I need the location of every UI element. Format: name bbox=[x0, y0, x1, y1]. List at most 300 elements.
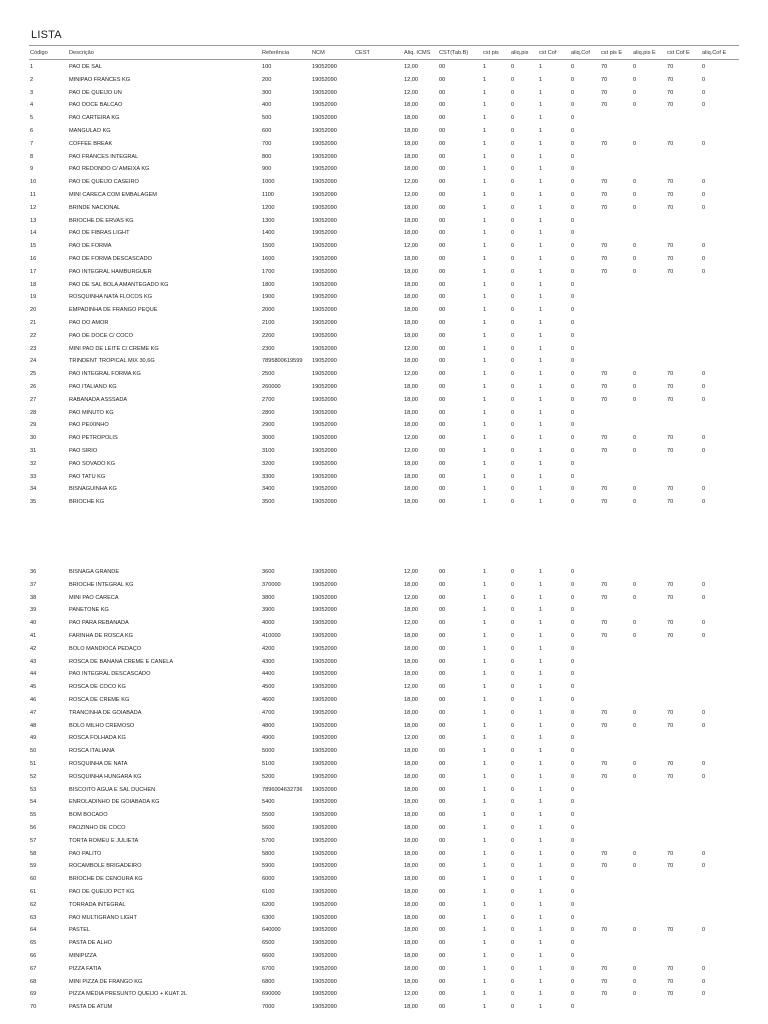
table-row bbox=[0, 62, 768, 72]
table-cell: 0 bbox=[633, 773, 637, 780]
table-cell: BRIOCHE KG bbox=[69, 499, 105, 506]
table-cell: 0 bbox=[571, 281, 575, 288]
table-cell: 00 bbox=[439, 192, 446, 198]
table-cell: 0 bbox=[702, 448, 706, 454]
table-cell: 19052090 bbox=[312, 243, 337, 250]
table-row bbox=[0, 100, 768, 110]
table-cell: 19052090 bbox=[312, 422, 337, 429]
table-row bbox=[0, 190, 768, 200]
table-cell: 1 bbox=[483, 307, 487, 314]
table-cell: 0 bbox=[702, 594, 706, 601]
table-cell: 0 bbox=[702, 927, 706, 934]
table-cell: 00 bbox=[439, 499, 446, 506]
table-cell: 1 bbox=[483, 345, 487, 352]
table-cell: 18,00 bbox=[404, 722, 418, 729]
table-cell: 70 bbox=[601, 396, 608, 403]
table-row bbox=[0, 241, 768, 251]
table-cell: 5200 bbox=[262, 773, 275, 780]
table-cell: 0 bbox=[571, 140, 575, 147]
table-cell: 64 bbox=[30, 927, 37, 934]
table-cell: ROSQUINHA NATA FLOCOS KG bbox=[69, 294, 153, 301]
table-cell: 1 bbox=[539, 153, 543, 160]
table-cell: 19052090 bbox=[312, 825, 337, 831]
table-cell: 7000 bbox=[262, 1004, 275, 1011]
table-cell: 1 bbox=[483, 978, 487, 985]
table-cell: 0 bbox=[511, 991, 515, 998]
table-row bbox=[0, 733, 768, 743]
table-cell: 63 bbox=[30, 914, 37, 921]
table-cell: 22 bbox=[30, 332, 37, 339]
table-cell: 5100 bbox=[262, 761, 275, 767]
table-cell: 1 bbox=[483, 901, 487, 908]
table-cell: TORRADA INTEGRAL bbox=[69, 901, 126, 908]
table-cell: 0 bbox=[633, 192, 637, 198]
table-cell: 1 bbox=[483, 569, 487, 575]
table-cell: 0 bbox=[702, 64, 706, 70]
table-cell: 0 bbox=[511, 799, 515, 806]
table-row bbox=[0, 772, 768, 782]
table-cell: 700 bbox=[262, 140, 272, 147]
table-cell: 70 bbox=[667, 140, 674, 147]
table-cell: 1 bbox=[483, 914, 487, 921]
table-cell: 19052090 bbox=[312, 179, 337, 186]
table-cell: 0 bbox=[571, 192, 575, 198]
table-cell: 70 bbox=[667, 499, 674, 506]
table-cell: 0 bbox=[571, 268, 575, 275]
table-cell: 1 bbox=[539, 166, 543, 173]
table-cell: 0 bbox=[511, 735, 515, 742]
table-cell: 1 bbox=[483, 153, 487, 160]
table-cell: 18,00 bbox=[404, 204, 418, 211]
table-cell: 18,00 bbox=[404, 748, 418, 755]
table-cell: 19052090 bbox=[312, 320, 337, 326]
table-cell: 28 bbox=[30, 409, 37, 416]
table-cell: 67 bbox=[30, 965, 37, 972]
table-cell: 29 bbox=[30, 422, 37, 429]
table-cell: PIZZA FATIA bbox=[69, 965, 102, 972]
table-cell: 0 bbox=[633, 384, 637, 390]
table-cell: 4800 bbox=[262, 722, 275, 729]
table-cell: 12,00 bbox=[404, 448, 418, 454]
table-cell: 100 bbox=[262, 64, 272, 70]
table-cell: 19052090 bbox=[312, 889, 337, 895]
table-cell: 70 bbox=[667, 102, 674, 109]
column-header: aliq.Cof E bbox=[702, 50, 727, 56]
table-cell: 1 bbox=[539, 435, 543, 442]
table-cell: 0 bbox=[571, 76, 575, 83]
table-cell: 370000 bbox=[262, 581, 281, 588]
table-cell: 00 bbox=[439, 166, 446, 173]
table-cell: 19052090 bbox=[312, 409, 337, 416]
table-cell: 19052090 bbox=[312, 709, 337, 716]
table-cell: 18,00 bbox=[404, 422, 418, 429]
table-cell: 1 bbox=[483, 409, 487, 416]
table-cell: 0 bbox=[571, 486, 575, 493]
table-cell: 0 bbox=[571, 1004, 575, 1011]
table-cell: TORTA ROMEU E JULIETA bbox=[69, 837, 139, 844]
column-header: cst pis E bbox=[601, 50, 623, 56]
table-cell: 1 bbox=[483, 620, 487, 627]
table-cell: 0 bbox=[702, 581, 706, 588]
table-cell: 70 bbox=[601, 965, 608, 972]
table-cell: 18,00 bbox=[404, 128, 418, 134]
column-header: NCM bbox=[312, 50, 325, 56]
table-cell: 5700 bbox=[262, 837, 275, 844]
table-cell: 37 bbox=[30, 581, 37, 588]
table-cell: 0 bbox=[633, 709, 637, 716]
table-cell: 1 bbox=[539, 876, 543, 883]
table-cell: 18,00 bbox=[404, 473, 418, 480]
page-title: LISTA bbox=[31, 29, 62, 41]
table-cell: 4000 bbox=[262, 620, 275, 627]
table-row bbox=[0, 88, 768, 98]
table-cell: 0 bbox=[511, 486, 515, 493]
table-cell: 1 bbox=[483, 102, 487, 109]
table-cell: 00 bbox=[439, 633, 446, 639]
table-row bbox=[0, 318, 768, 328]
table-cell: 19052090 bbox=[312, 192, 337, 198]
table-cell: 00 bbox=[439, 371, 446, 378]
table-cell: ROSQUINHA HUNGARA KG bbox=[69, 773, 142, 780]
table-cell: 19052090 bbox=[312, 140, 337, 147]
table-cell: 18,00 bbox=[404, 863, 418, 870]
table-cell: 0 bbox=[571, 633, 575, 639]
table-cell: 1 bbox=[483, 965, 487, 972]
table-cell: 1 bbox=[539, 581, 543, 588]
table-cell: PAO DE QUEIJO CASEIRO bbox=[69, 179, 139, 186]
table-cell: 0 bbox=[571, 645, 575, 652]
table-cell: 70 bbox=[667, 64, 674, 70]
table-row bbox=[0, 900, 768, 910]
table-cell: 1 bbox=[483, 697, 487, 703]
table-cell: 1 bbox=[539, 607, 543, 614]
table-cell: 0 bbox=[571, 384, 575, 390]
table-header bbox=[0, 48, 768, 58]
table-cell: 1 bbox=[539, 448, 543, 454]
table-cell: 12,00 bbox=[404, 569, 418, 575]
table-cell: 1 bbox=[539, 345, 543, 352]
table-cell: 1 bbox=[483, 499, 487, 506]
table-cell: 12,00 bbox=[404, 594, 418, 601]
table-cell: ROSCA DE COCO KG bbox=[69, 684, 126, 691]
table-cell: 0 bbox=[633, 64, 637, 70]
table-cell: 0 bbox=[571, 166, 575, 173]
table-cell: 24 bbox=[30, 358, 37, 365]
table-cell: 68 bbox=[30, 978, 37, 985]
table-cell: 62 bbox=[30, 901, 37, 908]
table-cell: 0 bbox=[511, 940, 515, 947]
table-cell: 0 bbox=[633, 268, 637, 275]
table-cell: 9 bbox=[30, 166, 34, 173]
table-cell: 18,00 bbox=[404, 812, 418, 819]
table-cell: 23 bbox=[30, 345, 37, 352]
table-cell: 70 bbox=[667, 268, 674, 275]
table-cell: 1 bbox=[483, 128, 487, 134]
table-cell: 1 bbox=[483, 448, 487, 454]
table-cell: 0 bbox=[571, 786, 575, 793]
table-cell: 00 bbox=[439, 64, 446, 70]
table-row bbox=[0, 446, 768, 456]
table-row bbox=[0, 75, 768, 85]
table-row bbox=[0, 810, 768, 820]
table-cell: 70 bbox=[667, 89, 674, 96]
table-cell: 59 bbox=[30, 863, 37, 870]
table-cell: 4700 bbox=[262, 709, 275, 716]
table-cell: 70 bbox=[667, 435, 674, 442]
table-cell: 0 bbox=[571, 448, 575, 454]
table-cell: 0 bbox=[511, 684, 515, 691]
table-cell: 00 bbox=[439, 217, 446, 224]
table-cell: 00 bbox=[439, 140, 446, 147]
table-cell: 18,00 bbox=[404, 294, 418, 301]
table-cell: 0 bbox=[571, 128, 575, 134]
table-row bbox=[0, 593, 768, 603]
table-row bbox=[0, 497, 768, 507]
table-row bbox=[0, 484, 768, 494]
table-cell: 0 bbox=[511, 876, 515, 883]
table-cell: 0 bbox=[571, 901, 575, 908]
table-cell: 00 bbox=[439, 345, 446, 352]
table-cell: 1 bbox=[539, 89, 543, 96]
table-cell: 0 bbox=[511, 850, 515, 857]
table-cell: 70 bbox=[667, 256, 674, 262]
table-cell: 0 bbox=[511, 978, 515, 985]
table-cell: MINI PIZZA DE FRANGO KG bbox=[69, 978, 143, 985]
table-cell: 1 bbox=[483, 230, 487, 237]
table-cell: 19052090 bbox=[312, 89, 337, 96]
table-cell: 19052090 bbox=[312, 307, 337, 314]
table-cell: 0 bbox=[571, 243, 575, 250]
table-cell: 18,00 bbox=[404, 761, 418, 767]
table-cell: 1 bbox=[539, 914, 543, 921]
table-cell: 00 bbox=[439, 268, 446, 275]
table-row bbox=[0, 408, 768, 418]
table-cell: 19052090 bbox=[312, 448, 337, 454]
table-cell: 00 bbox=[439, 332, 446, 339]
table-cell: 0 bbox=[511, 761, 515, 767]
table-cell: 00 bbox=[439, 607, 446, 614]
table-cell: 19052090 bbox=[312, 460, 337, 467]
table-cell: 19052090 bbox=[312, 1004, 337, 1011]
table-cell: 0 bbox=[571, 460, 575, 467]
table-cell: 1 bbox=[483, 435, 487, 442]
table-cell: 00 bbox=[439, 684, 446, 691]
table-cell: 19052090 bbox=[312, 658, 337, 665]
table-cell: 0 bbox=[511, 307, 515, 314]
table-cell: 3000 bbox=[262, 435, 275, 442]
table-cell: 2900 bbox=[262, 422, 275, 429]
table-cell: 3600 bbox=[262, 569, 275, 575]
table-cell: 45 bbox=[30, 684, 37, 691]
table-cell: 70 bbox=[601, 204, 608, 211]
table-cell: 2500 bbox=[262, 371, 275, 378]
table-cell: 00 bbox=[439, 735, 446, 742]
table-cell: 0 bbox=[702, 268, 706, 275]
table-cell: 19052090 bbox=[312, 76, 337, 83]
table-cell: 19052090 bbox=[312, 473, 337, 480]
table-cell: 00 bbox=[439, 204, 446, 211]
table-cell: 18,00 bbox=[404, 256, 418, 262]
table-cell: 19052090 bbox=[312, 684, 337, 691]
table-cell: 70 bbox=[601, 192, 608, 198]
table-cell: 1 bbox=[539, 594, 543, 601]
table-cell: 0 bbox=[571, 684, 575, 691]
table-cell: 70 bbox=[667, 204, 674, 211]
table-cell: 0 bbox=[511, 645, 515, 652]
table-cell: 18,00 bbox=[404, 633, 418, 639]
table-cell: 00 bbox=[439, 307, 446, 314]
table-cell: 00 bbox=[439, 153, 446, 160]
table-cell: 19052090 bbox=[312, 332, 337, 339]
table-cell: 0 bbox=[571, 115, 575, 122]
table-row bbox=[0, 152, 768, 162]
table-cell: 0 bbox=[702, 633, 706, 639]
table-row bbox=[0, 861, 768, 871]
table-cell: 19052090 bbox=[312, 799, 337, 806]
table-cell: 1 bbox=[539, 115, 543, 122]
table-cell: 18,00 bbox=[404, 460, 418, 467]
table-cell: 19052090 bbox=[312, 435, 337, 442]
table-cell: 1 bbox=[483, 179, 487, 186]
table-cell: 3 bbox=[30, 89, 34, 96]
table-cell: 70 bbox=[667, 448, 674, 454]
table-cell: 1 bbox=[539, 179, 543, 186]
table-cell: 1 bbox=[483, 243, 487, 250]
table-cell: 0 bbox=[702, 991, 706, 998]
table-cell: 0 bbox=[571, 581, 575, 588]
table-cell: 0 bbox=[511, 671, 515, 678]
table-cell: 0 bbox=[633, 204, 637, 211]
table-cell: 19052090 bbox=[312, 991, 337, 998]
table-cell: 0 bbox=[571, 217, 575, 224]
table-cell: BISCOITO AGUA E SAL DUCHEN bbox=[69, 786, 156, 793]
table-cell: 0 bbox=[633, 243, 637, 250]
table-cell: 8 bbox=[30, 153, 34, 160]
table-cell: 0 bbox=[571, 435, 575, 442]
table-cell: 70 bbox=[601, 761, 608, 767]
table-cell: 0 bbox=[633, 581, 637, 588]
table-cell: BISNAGUINHA KG bbox=[69, 486, 117, 493]
table-cell: 1 bbox=[483, 89, 487, 96]
table-row bbox=[0, 797, 768, 807]
table-cell: 00 bbox=[439, 243, 446, 250]
table-row bbox=[0, 228, 768, 238]
table-cell: 00 bbox=[439, 748, 446, 755]
table-cell: 2 bbox=[30, 76, 34, 83]
table-cell: 19052090 bbox=[312, 569, 337, 575]
table-cell: 0 bbox=[571, 320, 575, 326]
table-cell: 0 bbox=[511, 812, 515, 819]
table-cell: 19052090 bbox=[312, 396, 337, 403]
table-row bbox=[0, 989, 768, 999]
table-cell: 12,00 bbox=[404, 435, 418, 442]
table-cell: 0 bbox=[511, 64, 515, 70]
table-cell: 0 bbox=[571, 230, 575, 237]
table-cell: 12,00 bbox=[404, 684, 418, 691]
table-cell: 1 bbox=[483, 761, 487, 767]
table-cell: 70 bbox=[601, 140, 608, 147]
table-cell: 00 bbox=[439, 825, 446, 831]
table-cell: 1 bbox=[483, 192, 487, 198]
table-cell: 1000 bbox=[262, 179, 275, 186]
table-cell: 0 bbox=[633, 396, 637, 403]
table-cell: 0 bbox=[571, 953, 575, 959]
table-cell: 0 bbox=[571, 153, 575, 160]
table-cell: 19052090 bbox=[312, 914, 337, 921]
table-cell: 1 bbox=[539, 204, 543, 211]
table-cell: 00 bbox=[439, 128, 446, 134]
table-cell: 0 bbox=[571, 825, 575, 831]
table-cell: PAO DE DOCE C/ COCO bbox=[69, 332, 133, 339]
table-cell: 44 bbox=[30, 671, 37, 678]
table-cell: 00 bbox=[439, 927, 446, 934]
table-cell: 1 bbox=[539, 473, 543, 480]
table-cell: 1 bbox=[483, 607, 487, 614]
table-cell: 40 bbox=[30, 620, 37, 627]
table-cell: 70 bbox=[601, 76, 608, 83]
table-cell: 1 bbox=[483, 722, 487, 729]
table-cell: 1 bbox=[539, 569, 543, 575]
table-cell: 25 bbox=[30, 371, 37, 378]
table-cell: 00 bbox=[439, 102, 446, 109]
table-cell: BOLO MILHO CREMOSO bbox=[69, 722, 135, 729]
table-cell: 0 bbox=[571, 863, 575, 870]
table-cell: 70 bbox=[601, 709, 608, 716]
table-cell: 1 bbox=[483, 889, 487, 895]
table-cell: 00 bbox=[439, 76, 446, 83]
table-row bbox=[0, 126, 768, 136]
table-cell: 57 bbox=[30, 837, 37, 844]
table-cell: 1 bbox=[539, 192, 543, 198]
table-row bbox=[0, 977, 768, 987]
table-cell: PIZZA MÉDIA PRESUNTO QUEIJO + KUAT 2L bbox=[69, 991, 187, 998]
table-cell: 0 bbox=[571, 940, 575, 947]
table-cell: 500 bbox=[262, 115, 272, 122]
table-cell: 0 bbox=[633, 256, 637, 262]
table-cell: 0 bbox=[511, 153, 515, 160]
table-cell: 1400 bbox=[262, 230, 275, 237]
table-cell: 70 bbox=[667, 76, 674, 83]
table-cell: 18,00 bbox=[404, 1004, 418, 1011]
table-cell: BRINDE NACIONAL bbox=[69, 204, 121, 211]
table-cell: 6800 bbox=[262, 978, 275, 985]
table-cell: 0 bbox=[511, 953, 515, 959]
table-cell: 4300 bbox=[262, 658, 275, 665]
table-cell: 0 bbox=[633, 620, 637, 627]
table-cell: 65 bbox=[30, 940, 37, 947]
table-cell: 18,00 bbox=[404, 953, 418, 959]
table-cell: 0 bbox=[571, 422, 575, 429]
table-cell: 12,00 bbox=[404, 179, 418, 186]
table-cell: 19052090 bbox=[312, 927, 337, 934]
table-cell: 18,00 bbox=[404, 320, 418, 326]
table-cell: 2300 bbox=[262, 345, 275, 352]
table-cell: 0 bbox=[511, 448, 515, 454]
table-cell: 41 bbox=[30, 633, 37, 639]
table-cell: 6500 bbox=[262, 940, 275, 947]
table-cell: 0 bbox=[511, 384, 515, 390]
table-cell: 1 bbox=[483, 486, 487, 493]
table-row bbox=[0, 746, 768, 756]
table-cell: 400 bbox=[262, 102, 272, 109]
table-cell: 00 bbox=[439, 799, 446, 806]
table-cell: 0 bbox=[702, 140, 706, 147]
table-cell: 00 bbox=[439, 473, 446, 480]
table-row bbox=[0, 344, 768, 354]
table-cell: 19052090 bbox=[312, 748, 337, 755]
table-cell: 18,00 bbox=[404, 166, 418, 173]
table-cell: 19052090 bbox=[312, 645, 337, 652]
